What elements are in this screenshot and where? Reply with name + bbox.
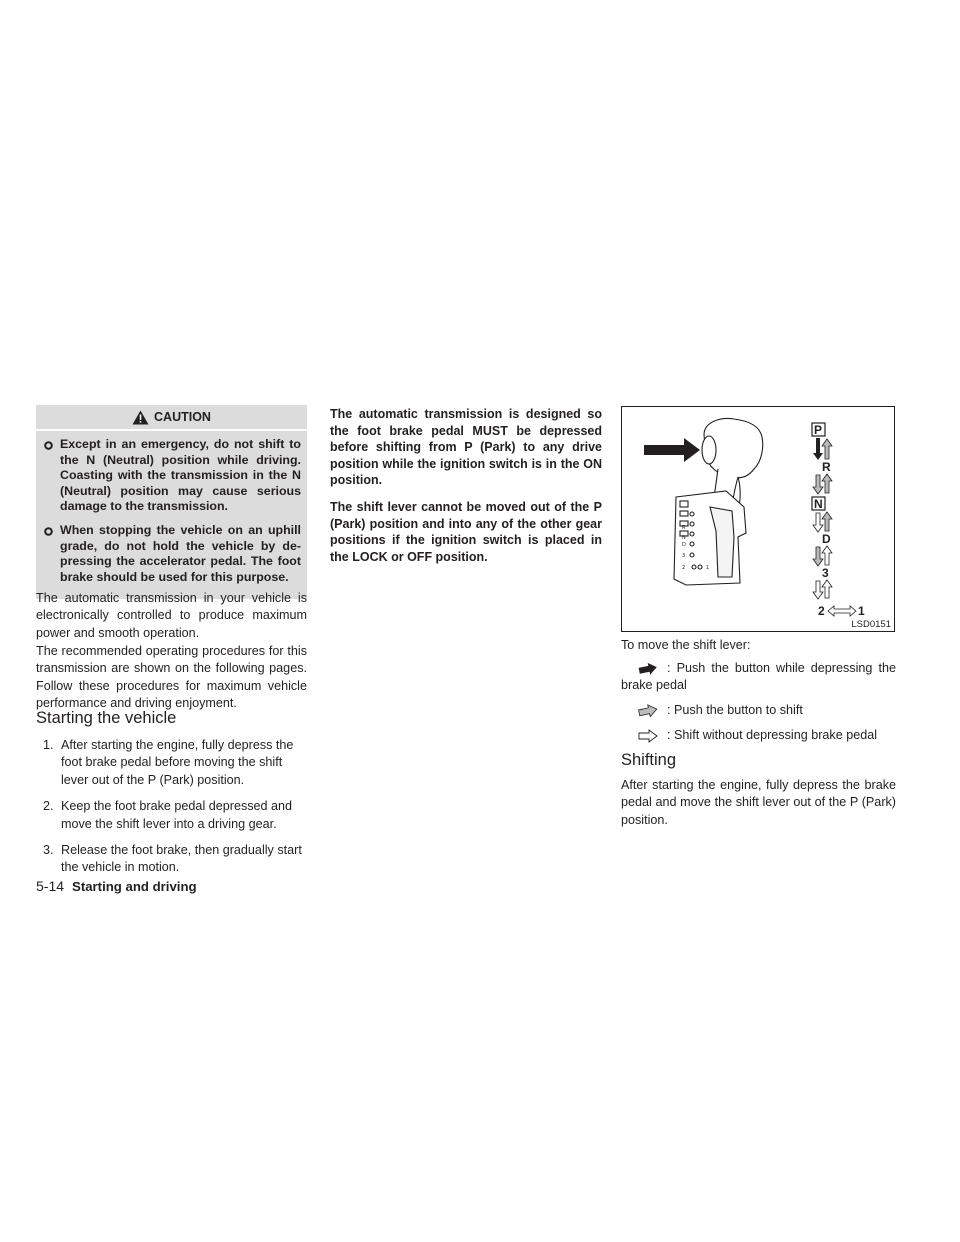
section-heading-starting: Starting the vehicle (36, 709, 177, 727)
svg-text:N: N (682, 535, 686, 541)
gear-r-label: R (822, 460, 831, 474)
legend-item-shift (621, 727, 896, 744)
svg-text:R: R (682, 525, 686, 531)
caution-header (36, 405, 307, 431)
starting-steps (36, 737, 307, 886)
gear-sequence-diagram (812, 423, 865, 618)
intro-paragraph: The recommended operating procedures for this transmission are shown on the following pages. Follow these procedures for maximum vehicle performance and driving enjoyment. (36, 644, 307, 711)
step-item (36, 842, 307, 877)
svg-text:1: 1 (706, 565, 710, 571)
caution-item (42, 437, 301, 515)
bold-note: The shift lever cannot be moved out of the P (Park) position and into any of the other gear positions if the ignition switch is placed in the LOCK or OFF position. (330, 499, 602, 564)
caution-title: CAUTION (154, 410, 211, 424)
gear-2-label: 2 (818, 604, 825, 618)
step-number: 3. (43, 843, 54, 858)
gear-1-label: 1 (858, 604, 865, 618)
caution-list (36, 437, 307, 585)
step-item (36, 798, 307, 833)
legend-intro: To move the shift lever: (621, 638, 751, 652)
shift-lever-figure (621, 406, 895, 632)
section-name: Starting and driving (72, 879, 197, 894)
warning-icon (132, 410, 149, 425)
intro-paragraph: The automatic transmission in your vehicle is electronically controlled to produce maximum power and smooth operation. (36, 591, 307, 640)
bullet-icon (44, 441, 53, 450)
hatched-arrow-icon (638, 704, 658, 718)
svg-text:D: D (682, 542, 686, 548)
push-arrow-icon (644, 438, 700, 462)
legend-text: : Push the button while depressing the brake pedal (621, 661, 896, 693)
legend-item-push (621, 702, 896, 719)
svg-text:2: 2 (682, 565, 686, 571)
step-text: After starting the engine, fully depress the foot brake pedal before moving the shift lever out of the P (Park) position. (61, 738, 294, 787)
page-number: 5-14 (36, 878, 65, 894)
step-text: Release the foot brake, then gradually start the vehicle in motion. (61, 843, 302, 875)
bold-note: The automatic transmission is designed so the foot brake pedal MUST be depressed before shifting from P (Park) to any drive position while the ignition switch is in the ON position. (330, 407, 602, 488)
page-footer (36, 878, 197, 894)
step-number: 2. (43, 799, 54, 814)
step-item (36, 737, 307, 789)
figure-id: LSD0151 (851, 619, 891, 630)
legend-item-push-brake (621, 660, 896, 695)
gear-n-label: N (814, 497, 823, 511)
caution-item-text: When stopping the vehicle on an uphill grade, do not hold the vehicle by de-pressing the accelerator pedal. The foot brake should be used for this purpose. (60, 522, 301, 584)
outline-arrow-icon (638, 729, 658, 743)
legend (621, 637, 896, 654)
legend-text: : Push the button to shift (667, 703, 803, 717)
section-heading-shifting: Shifting (621, 751, 677, 769)
shifting-paragraph: After starting the engine, fully depress the brake pedal and move the shift lever out of the P (Park) position. (621, 778, 896, 827)
shift-lever-illustration (622, 407, 894, 631)
caution-item-text: Except in an emergency, do not shift to the N (Neutral) position while driving. Coasting with the transmission in the N (Neutral) position may cause serious damage to the transmission. (60, 437, 301, 514)
caution-box (36, 405, 307, 599)
step-text: Keep the foot brake pedal depressed and move the shift lever into a driving gear. (61, 799, 293, 831)
gear-p-label: P (814, 423, 823, 437)
bullet-icon (44, 527, 53, 536)
gear-d-label: D (822, 532, 831, 546)
caution-item (42, 523, 301, 585)
gear-3-label: 3 (822, 566, 829, 580)
solid-arrow-icon (638, 663, 658, 675)
svg-text:3: 3 (682, 553, 686, 559)
legend-text: : Shift without depressing brake pedal (667, 728, 878, 742)
step-number: 1. (43, 738, 54, 752)
bold-notes (330, 406, 602, 575)
